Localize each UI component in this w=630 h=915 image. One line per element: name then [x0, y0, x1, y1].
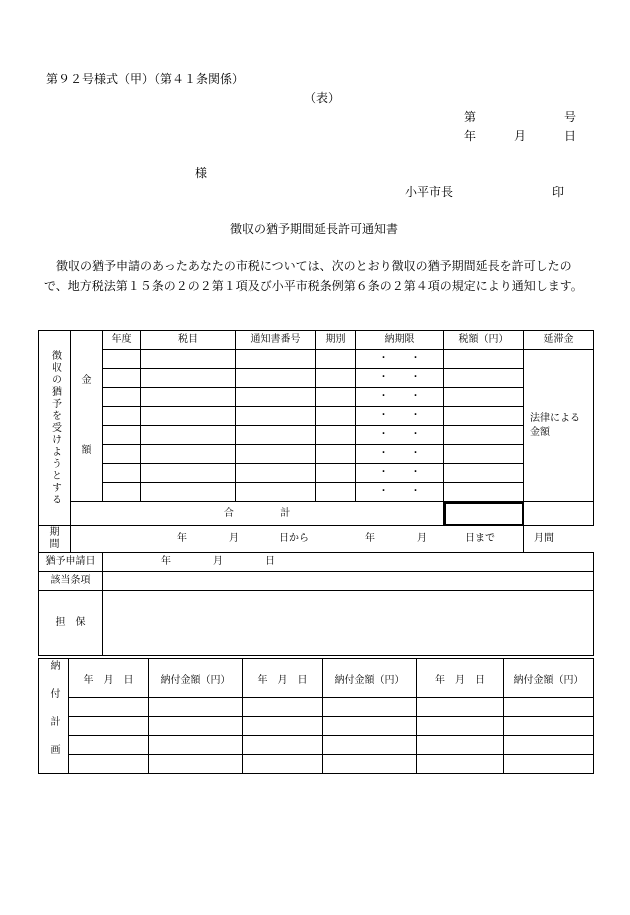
- tax-item-cell[interactable]: [141, 445, 236, 464]
- issuer: 小平市長: [405, 185, 454, 199]
- plan-date-header: 年 月 日: [417, 659, 504, 698]
- doc-no-prefix: 第: [464, 110, 477, 124]
- plan-amount-cell[interactable]: [504, 717, 594, 736]
- plan-date-cell[interactable]: [417, 717, 504, 736]
- col-header-notice-number: 通知書番号: [236, 331, 316, 350]
- table-row: [39, 407, 594, 426]
- applicable-clause-label: 該当条項: [39, 572, 103, 591]
- period-cell[interactable]: [316, 388, 356, 407]
- period-cell[interactable]: [316, 407, 356, 426]
- total-late-fee-cell: [524, 502, 594, 526]
- table-row: [39, 369, 594, 388]
- period-until-month: 月: [417, 533, 427, 544]
- plan-label-cell: [39, 659, 69, 774]
- table-row: [39, 426, 594, 445]
- plan-amount-cell[interactable]: [323, 698, 417, 717]
- payment-plan-table: [38, 658, 594, 774]
- notice-number-cell[interactable]: [236, 407, 316, 426]
- due-date-cell[interactable]: ・ ・: [356, 426, 444, 445]
- plan-amount-cell[interactable]: [149, 755, 243, 774]
- total-label-2: 計: [280, 507, 291, 519]
- applicable-clause-row: [39, 572, 594, 591]
- period-cell[interactable]: [316, 426, 356, 445]
- notice-number-cell[interactable]: [236, 369, 316, 388]
- seal: 印: [552, 185, 565, 199]
- application-day: 日: [265, 556, 275, 567]
- tax-item-cell[interactable]: [141, 483, 236, 502]
- plan-date-cell[interactable]: [243, 755, 323, 774]
- plan-amount-header: 納付金額（円）: [149, 659, 243, 698]
- plan-amount-cell[interactable]: [149, 698, 243, 717]
- table-row: [39, 464, 594, 483]
- due-date-cell[interactable]: ・ ・: [356, 483, 444, 502]
- plan-date-header: 年 月 日: [243, 659, 323, 698]
- notice-number-cell[interactable]: [236, 426, 316, 445]
- amount-label-1: 金: [81, 375, 92, 386]
- deferral-table: [38, 330, 594, 656]
- total-label-cell: [71, 502, 444, 526]
- application-date-row: [39, 553, 594, 572]
- doc-no-suffix: 号: [564, 110, 577, 124]
- tax-amount-cell[interactable]: [444, 426, 524, 445]
- period-cell[interactable]: [316, 350, 356, 369]
- table-row: [39, 483, 594, 502]
- collateral-row: [39, 591, 594, 656]
- total-row: [39, 502, 594, 526]
- table-row: [39, 388, 594, 407]
- tax-amount-cell[interactable]: [444, 350, 524, 369]
- period-row: [39, 526, 594, 553]
- document-title: 徴収の猶予期間延長許可通知書: [230, 222, 399, 236]
- year-cell[interactable]: [103, 483, 141, 502]
- due-date-cell[interactable]: ・ ・: [356, 464, 444, 483]
- amount-label-cell: [71, 331, 103, 502]
- application-month: 月: [213, 556, 223, 567]
- period-cell[interactable]: [316, 464, 356, 483]
- year-cell[interactable]: [103, 388, 141, 407]
- tax-item-cell[interactable]: [141, 426, 236, 445]
- plan-date-header: 年 月 日: [69, 659, 149, 698]
- period-cell[interactable]: [316, 483, 356, 502]
- application-date-label: 猶予申請日: [39, 553, 103, 572]
- body-text: 徴収の猶予申請のあったあなたの市税については、次のとおり徴収の猶予期間延長を許可したので、地方税法第１５条の２の２第１項及び小平市税条例第６条の２第４項の規定により通知します。: [44, 259, 583, 293]
- period-months: 月間: [534, 533, 554, 544]
- due-date-cell[interactable]: ・ ・: [356, 445, 444, 464]
- tax-item-cell[interactable]: [141, 464, 236, 483]
- tax-item-cell[interactable]: [141, 388, 236, 407]
- plan-amount-cell[interactable]: [149, 736, 243, 755]
- plan-date-cell[interactable]: [69, 698, 149, 717]
- collateral-label: 担 保: [39, 591, 103, 656]
- col-header-due-date: 納期限: [356, 331, 444, 350]
- plan-date-cell[interactable]: [243, 717, 323, 736]
- applicable-clause-cell[interactable]: [103, 572, 594, 591]
- period-label: 期間: [49, 527, 60, 550]
- tax-amount-cell[interactable]: [444, 407, 524, 426]
- table-row: [39, 445, 594, 464]
- plan-amount-cell[interactable]: [504, 755, 594, 774]
- year-cell[interactable]: [103, 350, 141, 369]
- total-label-1: 合: [223, 507, 234, 519]
- period-cell[interactable]: [316, 369, 356, 388]
- notice-number-cell[interactable]: [236, 483, 316, 502]
- total-amount-cell[interactable]: [444, 502, 524, 526]
- plan-amount-header: 納付金額（円）: [504, 659, 594, 698]
- period-from-month: 月: [229, 533, 239, 544]
- col-header-tax-amount: 税額（円）: [444, 331, 524, 350]
- form-side: （表）: [304, 91, 341, 105]
- due-date-cell[interactable]: ・ ・: [356, 369, 444, 388]
- notice-number-cell[interactable]: [236, 445, 316, 464]
- period-from-year: 年: [177, 533, 187, 544]
- period-label-cell: [39, 526, 71, 553]
- date-day: 日: [564, 129, 577, 143]
- year-cell[interactable]: [103, 407, 141, 426]
- late-fee-note: 法律による金額: [530, 412, 580, 438]
- period-cell[interactable]: [316, 445, 356, 464]
- due-date-cell[interactable]: ・ ・: [356, 388, 444, 407]
- notice-number-cell[interactable]: [236, 350, 316, 369]
- table-row: [39, 755, 594, 774]
- plan-date-cell[interactable]: [69, 736, 149, 755]
- section-label: 徴収の猶予を受けようとする: [49, 350, 61, 506]
- late-fee-note-cell: [524, 350, 594, 502]
- application-date-cell[interactable]: [103, 553, 594, 572]
- plan-amount-cell[interactable]: [504, 698, 594, 717]
- amount-label-2: 額: [81, 445, 92, 456]
- year-cell[interactable]: [103, 464, 141, 483]
- form-number: 第９２号様式（甲）（第４１条関係）: [46, 72, 245, 86]
- year-cell[interactable]: [103, 426, 141, 445]
- period-until-day: 日まで: [465, 533, 495, 544]
- tax-amount-cell[interactable]: [444, 464, 524, 483]
- date-year: 年: [464, 129, 477, 143]
- col-header-period: 期別: [316, 331, 356, 350]
- plan-date-cell[interactable]: [243, 698, 323, 717]
- plan-date-cell[interactable]: [69, 717, 149, 736]
- plan-date-cell[interactable]: [417, 755, 504, 774]
- collateral-cell[interactable]: [103, 591, 594, 656]
- table-row: [39, 717, 594, 736]
- notice-number-cell[interactable]: [236, 464, 316, 483]
- table-row: [39, 698, 594, 717]
- plan-amount-cell[interactable]: [323, 736, 417, 755]
- plan-amount-cell[interactable]: [149, 717, 243, 736]
- tax-amount-cell[interactable]: [444, 388, 524, 407]
- addressee-suffix: 様: [195, 166, 208, 180]
- tax-item-cell[interactable]: [141, 407, 236, 426]
- table-row: [39, 736, 594, 755]
- col-header-late-fee: 延滞金: [524, 331, 594, 350]
- plan-amount-cell[interactable]: [323, 717, 417, 736]
- plan-date-cell[interactable]: [69, 755, 149, 774]
- col-header-tax-item: 税目: [141, 331, 236, 350]
- plan-date-cell[interactable]: [417, 698, 504, 717]
- due-date-cell[interactable]: ・ ・: [356, 350, 444, 369]
- period-from-day: 日から: [279, 533, 309, 544]
- due-date-cell[interactable]: ・ ・: [356, 407, 444, 426]
- tax-item-cell[interactable]: [141, 350, 236, 369]
- table-row: [39, 350, 594, 369]
- tax-amount-cell[interactable]: [444, 483, 524, 502]
- application-year: 年: [161, 556, 171, 567]
- year-cell[interactable]: [103, 369, 141, 388]
- notice-number-cell[interactable]: [236, 388, 316, 407]
- section-label-cell: [39, 331, 71, 526]
- tax-amount-cell[interactable]: [444, 445, 524, 464]
- year-cell[interactable]: [103, 445, 141, 464]
- plan-amount-header: 納付金額（円）: [323, 659, 417, 698]
- plan-amount-cell[interactable]: [504, 736, 594, 755]
- tax-item-cell[interactable]: [141, 369, 236, 388]
- period-until-year: 年: [365, 533, 375, 544]
- plan-date-cell[interactable]: [243, 736, 323, 755]
- plan-amount-cell[interactable]: [323, 755, 417, 774]
- col-header-year: 年度: [103, 331, 141, 350]
- plan-date-cell[interactable]: [417, 736, 504, 755]
- plan-label: 納付計画: [48, 660, 59, 772]
- period-value-cell[interactable]: [71, 526, 554, 553]
- tax-amount-cell[interactable]: [444, 369, 524, 388]
- date-month: 月: [514, 129, 527, 143]
